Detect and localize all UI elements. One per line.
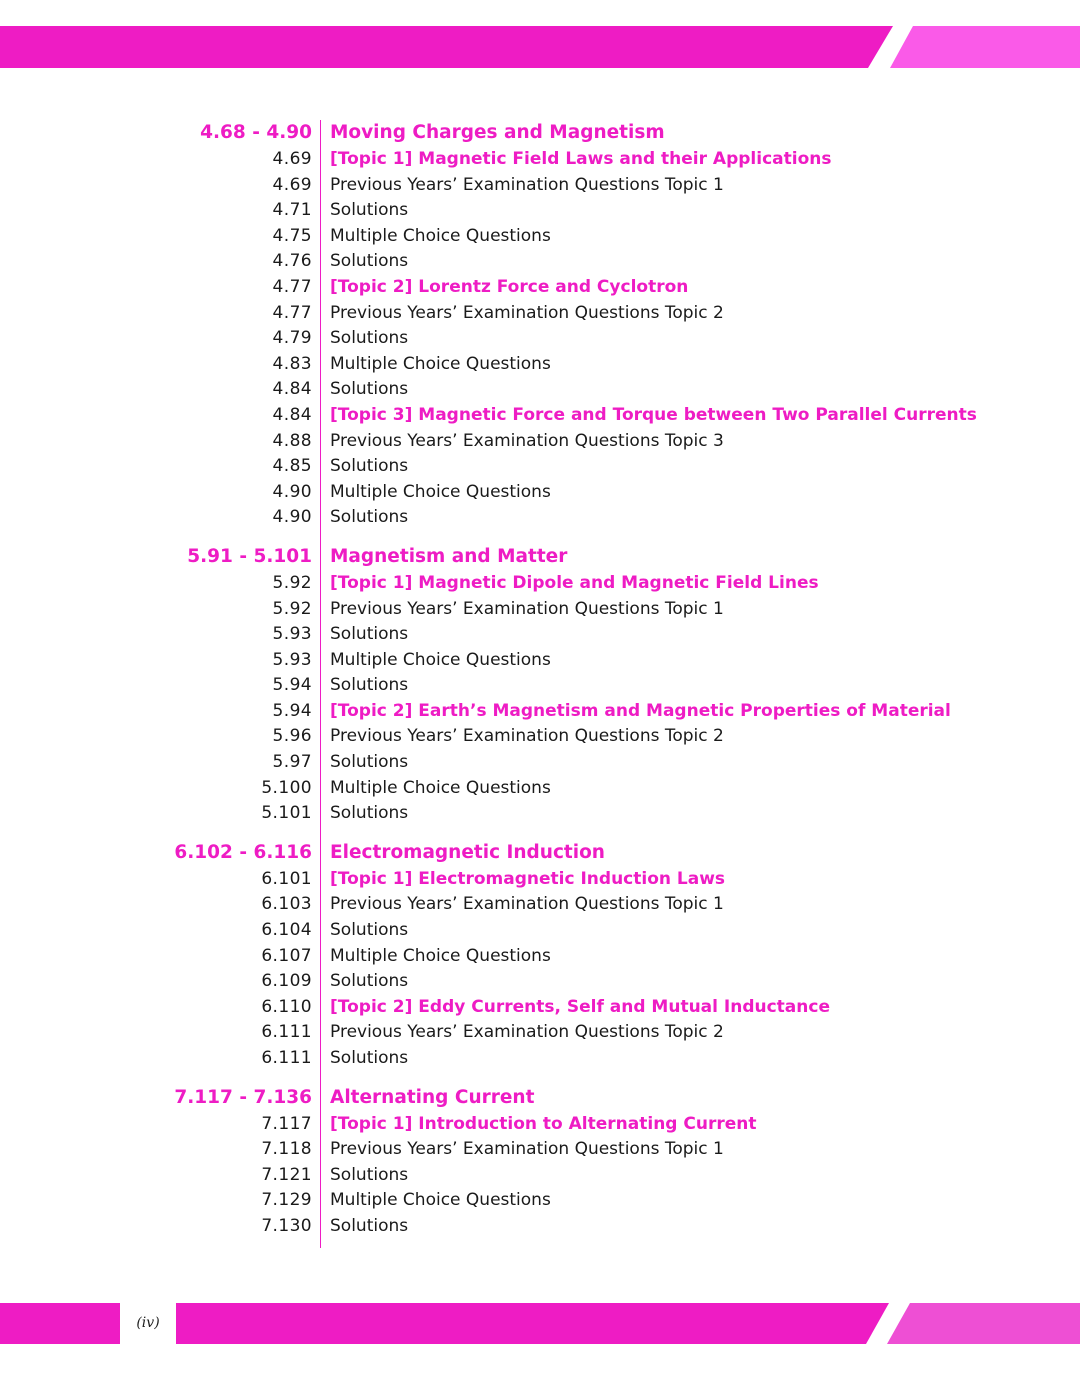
chapter-page-range: 5.91 - 5.101 xyxy=(187,545,312,567)
entry-page-number: 5.101 xyxy=(261,803,312,824)
toc-entry-row xyxy=(0,1214,1080,1240)
entry-page-number: 4.79 xyxy=(272,328,312,349)
toc-entry-row xyxy=(0,249,1080,275)
chapter-row xyxy=(0,840,1080,867)
toc-entry-row xyxy=(0,801,1080,827)
entry-title: Solutions xyxy=(330,1164,409,1185)
entry-page-number: 6.111 xyxy=(261,1048,312,1068)
topic-title: [Topic 2] Lorentz Force and Cyclotron xyxy=(330,276,689,297)
entry-page-number: 4.84 xyxy=(272,404,312,425)
toc-entry-row xyxy=(0,1046,1080,1072)
toc-entry-row xyxy=(0,1163,1080,1189)
topic-row xyxy=(0,147,1080,173)
entry-page-number: 4.83 xyxy=(272,353,312,374)
entry-page-number: 6.104 xyxy=(261,920,312,941)
entry-title: Solutions xyxy=(330,624,409,645)
entry-title: Solutions xyxy=(330,456,409,477)
topic-row xyxy=(0,1112,1080,1138)
header-band-tab xyxy=(890,26,1080,68)
entry-title: Previous Years’ Examination Questions Topic 2 xyxy=(330,302,724,323)
entry-title: Previous Years’ Examination Questions Topic 3 xyxy=(330,430,724,451)
topic-row xyxy=(0,995,1080,1021)
topic-row xyxy=(0,275,1080,301)
chapter-title: Alternating Current xyxy=(330,1086,535,1108)
header-band xyxy=(0,0,1080,90)
toc-entry-row xyxy=(0,597,1080,623)
entry-page-number: 6.109 xyxy=(261,971,312,992)
entry-title: Multiple Choice Questions xyxy=(330,481,551,502)
entry-page-number: 5.92 xyxy=(272,598,312,619)
entry-title: Solutions xyxy=(330,971,409,992)
chapter-title: Electromagnetic Induction xyxy=(330,841,605,863)
toc-entry-row xyxy=(0,918,1080,944)
entry-title: Multiple Choice Questions xyxy=(330,649,551,670)
toc-entry-row xyxy=(0,1020,1080,1046)
entry-title: Multiple Choice Questions xyxy=(330,777,551,798)
entry-page-number: 4.84 xyxy=(272,379,312,400)
toc-section xyxy=(0,544,1080,827)
toc-entry-row xyxy=(0,648,1080,674)
chapter-page-range: 7.117 - 7.136 xyxy=(174,1086,312,1108)
topic-title: [Topic 1] Introduction to Alternating Current xyxy=(330,1113,757,1134)
entry-title: Multiple Choice Questions xyxy=(330,353,551,374)
topic-row xyxy=(0,699,1080,725)
footer-band-main xyxy=(176,1303,889,1344)
toc-entry-row xyxy=(0,454,1080,480)
entry-title: Multiple Choice Questions xyxy=(330,1190,551,1211)
entry-page-number: 4.71 xyxy=(272,200,312,221)
entry-title: Multiple Choice Questions xyxy=(330,225,551,246)
entry-title: Multiple Choice Questions xyxy=(330,945,551,966)
entry-page-number: 5.100 xyxy=(261,777,312,798)
chapter-row xyxy=(0,120,1080,147)
entry-title: Solutions xyxy=(330,803,409,824)
chapter-row xyxy=(0,1085,1080,1112)
footer-band-tab xyxy=(887,1303,1080,1344)
toc-entry-row xyxy=(0,198,1080,224)
topic-title: [Topic 1] Magnetic Field Laws and their Applications xyxy=(330,149,832,169)
entry-page-number: 5.97 xyxy=(272,752,312,773)
table-of-contents xyxy=(0,120,1080,1253)
topic-row xyxy=(0,403,1080,429)
entry-page-number: 7.121 xyxy=(261,1164,312,1185)
entry-title: Solutions xyxy=(330,200,409,221)
toc-entry-row xyxy=(0,724,1080,750)
chapter-page-range: 4.68 - 4.90 xyxy=(200,122,312,143)
entry-page-number: 6.103 xyxy=(261,894,312,915)
entry-page-number: 4.69 xyxy=(272,174,312,195)
entry-page-number: 5.93 xyxy=(272,624,312,645)
toc-entry-row xyxy=(0,480,1080,506)
entry-page-number: 6.110 xyxy=(261,996,312,1017)
entry-page-number: 6.111 xyxy=(261,1022,312,1043)
toc-section xyxy=(0,840,1080,1072)
entry-page-number: 5.94 xyxy=(272,700,312,721)
entry-page-number: 7.129 xyxy=(261,1190,312,1211)
entry-page-number: 4.90 xyxy=(272,507,312,528)
chapter-row xyxy=(0,544,1080,571)
header-band-main xyxy=(0,26,893,68)
toc-entry-row xyxy=(0,377,1080,403)
entry-page-number: 4.76 xyxy=(272,251,312,272)
chapter-title: Moving Charges and Magnetism xyxy=(330,122,665,143)
entry-title: Solutions xyxy=(330,752,409,773)
entry-page-number: 4.90 xyxy=(272,481,312,502)
page-number: (iv) xyxy=(136,1315,160,1331)
toc-entry-row xyxy=(0,505,1080,531)
entry-title: Previous Years’ Examination Questions Topic 1 xyxy=(330,598,724,619)
toc-entry-row xyxy=(0,1137,1080,1163)
entry-page-number: 5.94 xyxy=(272,675,312,696)
toc-entry-row xyxy=(0,892,1080,918)
topic-title: [Topic 2] Earth’s Magnetism and Magnetic Properties of Material xyxy=(330,700,951,721)
entry-title: Solutions xyxy=(330,920,409,941)
entry-page-number: 7.130 xyxy=(261,1215,312,1236)
topic-title: [Topic 2] Eddy Currents, Self and Mutual Inductance xyxy=(330,996,830,1017)
entry-title: Solutions xyxy=(330,251,409,272)
entry-title: Solutions xyxy=(330,507,409,528)
toc-entry-row xyxy=(0,944,1080,970)
entry-title: Solutions xyxy=(330,328,409,349)
topic-title: [Topic 1] Electromagnetic Induction Laws xyxy=(330,868,726,889)
entry-page-number: 4.69 xyxy=(272,149,312,169)
entry-title: Solutions xyxy=(330,1048,409,1068)
entry-title: Previous Years’ Examination Questions Topic 1 xyxy=(330,174,724,195)
entry-page-number: 6.107 xyxy=(261,945,312,966)
entry-title: Previous Years’ Examination Questions Topic 2 xyxy=(330,726,724,747)
chapter-title: Magnetism and Matter xyxy=(330,545,568,567)
toc-entry-row xyxy=(0,352,1080,378)
entry-page-number: 5.93 xyxy=(272,649,312,670)
entry-title: Previous Years’ Examination Questions Topic 1 xyxy=(330,894,724,915)
topic-row xyxy=(0,571,1080,597)
toc-entry-row xyxy=(0,750,1080,776)
entry-title: Solutions xyxy=(330,379,409,400)
toc-entry-row xyxy=(0,173,1080,199)
entry-page-number: 5.96 xyxy=(272,726,312,747)
toc-entry-row xyxy=(0,1188,1080,1214)
entry-page-number: 4.75 xyxy=(272,225,312,246)
entry-page-number: 4.88 xyxy=(272,430,312,451)
toc-section xyxy=(0,120,1080,531)
entry-page-number: 4.85 xyxy=(272,456,312,477)
toc-entry-row xyxy=(0,673,1080,699)
entry-title: Solutions xyxy=(330,675,409,696)
entry-title: Previous Years’ Examination Questions Topic 1 xyxy=(330,1139,724,1160)
entry-page-number: 4.77 xyxy=(272,276,312,297)
toc-entry-row xyxy=(0,429,1080,455)
entry-title: Solutions xyxy=(330,1215,409,1236)
toc-entry-row xyxy=(0,622,1080,648)
footer-band-left xyxy=(0,1303,120,1344)
toc-entry-row xyxy=(0,326,1080,352)
topic-row xyxy=(0,867,1080,893)
toc-entry-row xyxy=(0,776,1080,802)
entry-page-number: 7.117 xyxy=(261,1113,312,1134)
entry-page-number: 6.101 xyxy=(261,868,312,889)
entry-page-number: 5.92 xyxy=(272,572,312,593)
toc-entry-row xyxy=(0,224,1080,250)
entry-title: Previous Years’ Examination Questions Topic 2 xyxy=(330,1022,724,1043)
chapter-page-range: 6.102 - 6.116 xyxy=(174,841,312,863)
toc-section xyxy=(0,1085,1080,1240)
topic-title: [Topic 3] Magnetic Force and Torque between Two Parallel Currents xyxy=(330,404,977,425)
toc-entry-row xyxy=(0,301,1080,327)
entry-page-number: 7.118 xyxy=(261,1139,312,1160)
topic-title: [Topic 1] Magnetic Dipole and Magnetic Field Lines xyxy=(330,572,819,593)
toc-entry-row xyxy=(0,969,1080,995)
entry-page-number: 4.77 xyxy=(272,302,312,323)
